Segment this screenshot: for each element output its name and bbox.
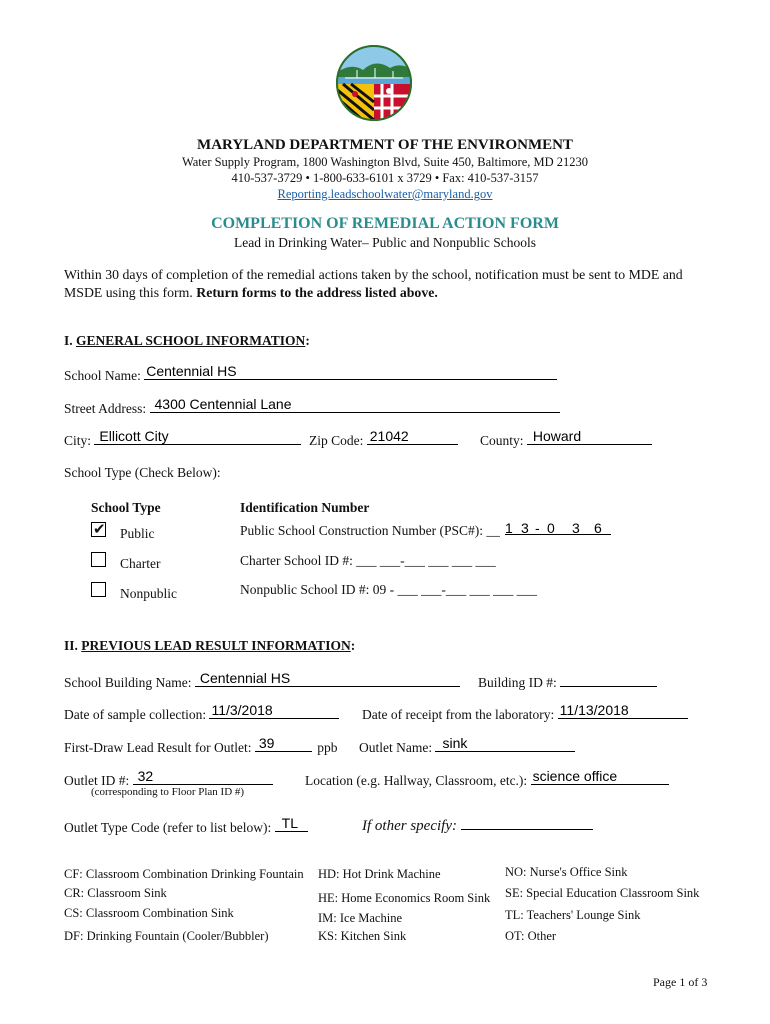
section-1-colon: : <box>305 333 310 348</box>
agency-email-link[interactable]: Reporting.leadschoolwater@maryland.gov <box>277 187 493 201</box>
outlet-id-field[interactable] <box>133 770 273 785</box>
county-label: County: <box>480 433 524 448</box>
sample-date-value: 11/3/2018 <box>211 702 273 718</box>
col-school-type: School Type <box>91 500 161 515</box>
outlet-type-field[interactable] <box>275 817 308 832</box>
location-value: science office <box>532 768 618 784</box>
code-cr: CR: Classroom Sink <box>64 886 167 900</box>
section-2-number: II. <box>64 638 82 653</box>
charter-checkbox[interactable] <box>91 552 106 567</box>
outlet-name-field[interactable] <box>435 737 575 752</box>
school-name-label: School Name: <box>64 368 141 383</box>
outlet-name-label: Outlet Name: <box>359 740 433 755</box>
intro-line-2-text: MSDE using this form. <box>64 285 197 300</box>
building-name-field[interactable] <box>195 672 460 687</box>
psc-digit-5: 6 <box>594 520 602 536</box>
outlet-id-label: Outlet ID #: <box>64 773 130 788</box>
nonpublic-checkbox[interactable] <box>91 582 106 597</box>
sample-date-row <box>64 704 339 723</box>
psc-digit-3: 0 <box>547 520 555 536</box>
street-row <box>64 398 560 417</box>
mde-seal-icon <box>335 44 413 122</box>
code-cs: CS: Classroom Combination Sink <box>64 906 234 920</box>
location-field[interactable] <box>531 770 669 785</box>
street-label: Street Address: <box>64 401 147 416</box>
street-field[interactable] <box>150 398 560 413</box>
outlet-name-row <box>359 737 575 756</box>
location-label: Location (e.g. Hallway, Classroom, etc.): <box>305 773 528 788</box>
outlet-type-label: Outlet Type Code (refer to list below): <box>64 820 272 835</box>
code-cf: CF: Classroom Combination Drinking Fountain <box>64 867 304 881</box>
city-row <box>64 430 301 449</box>
code-ot: OT: Other <box>505 929 557 943</box>
county-field[interactable] <box>527 430 652 445</box>
code-im: IM: Ice Machine <box>318 911 402 925</box>
agency-name: MARYLAND DEPARTMENT OF THE ENVIRONMENT <box>197 137 573 153</box>
zip-label: Zip Code: <box>309 433 364 448</box>
city-label: City: <box>64 433 92 448</box>
zip-value: 21042 <box>369 428 409 444</box>
psc-label: Public School Construction Number (PSC#): __ <box>240 523 500 538</box>
agency-phone: 410-537-3729 • 1-800-633-6101 x 3729 • Fax: 410-537-3157 <box>231 171 539 185</box>
intro-line-2 <box>64 285 438 301</box>
section-1-heading <box>64 333 310 349</box>
charter-id-label: Charter School ID #: ___ ___-___ ___ ___ ___ <box>240 553 496 568</box>
form-subtitle: Lead in Drinking Water– Public and Nonpublic Schools <box>234 235 536 250</box>
location-row <box>305 770 669 789</box>
col-identification: Identification Number <box>240 500 370 515</box>
outlet-id-value: 32 <box>137 768 154 784</box>
first-draw-unit: ppb <box>317 740 338 755</box>
first-draw-field[interactable] <box>255 737 312 752</box>
code-hd: HD: Hot Drink Machine <box>318 867 441 881</box>
section-1-number: I. <box>64 333 77 348</box>
first-draw-label: First-Draw Lead Result for Outlet: <box>64 740 252 755</box>
outlet-type-row <box>64 817 308 836</box>
county-row <box>480 430 652 449</box>
agency-email-row <box>0 185 770 203</box>
intro-line-1: Within 30 days of completion of the remedial actions taken by the school, notification must be sent to MDE and <box>64 267 683 282</box>
building-name-label: School Building Name: <box>64 675 192 690</box>
receipt-date-field[interactable] <box>558 704 688 719</box>
sample-date-label: Date of sample collection: <box>64 707 207 722</box>
code-se: SE: Special Education Classroom Sink <box>505 886 700 900</box>
psc-separator: - <box>535 520 540 536</box>
receipt-date-value: 11/13/2018 <box>559 702 629 718</box>
agency-address: Water Supply Program, 1800 Washington Blvd, Suite 450, Baltimore, MD 21230 <box>181 155 589 169</box>
zip-row <box>309 430 458 449</box>
section-1-title: GENERAL SCHOOL INFORMATION <box>76 333 306 348</box>
intro-line-2-bold: Return forms to the address listed above. <box>196 285 438 300</box>
nonpublic-label: Nonpublic <box>120 586 177 601</box>
code-ks: KS: Kitchen Sink <box>318 929 407 943</box>
city-field[interactable] <box>94 430 301 445</box>
receipt-date-row <box>362 704 688 723</box>
public-label: Public <box>120 526 155 541</box>
psc-digit-1: 1 <box>505 520 513 536</box>
first-draw-value: 39 <box>258 735 275 751</box>
check-mark-icon: ✔ <box>93 520 106 538</box>
school-type-label: School Type (Check Below): <box>64 465 221 480</box>
building-name-row <box>64 672 460 691</box>
zip-field[interactable] <box>367 430 458 445</box>
code-tl: TL: Teachers' Lounge Sink <box>505 908 641 922</box>
building-id-row <box>478 672 657 691</box>
other-row <box>362 815 593 835</box>
outlet-id-note: (corresponding to Floor Plan ID #) <box>91 786 245 798</box>
section-2-title: PREVIOUS LEAD RESULT INFORMATION <box>81 638 351 653</box>
sample-date-field[interactable] <box>209 704 339 719</box>
psc-row <box>240 523 500 539</box>
outlet-name-value: sink <box>442 735 468 751</box>
public-checkbox[interactable] <box>91 522 106 537</box>
charter-label: Charter <box>120 556 161 571</box>
psc-digit-2: 3 <box>521 520 529 536</box>
building-id-label: Building ID #: <box>478 675 557 690</box>
code-he: HE: Home Economics Room Sink <box>318 891 491 905</box>
city-value: Ellicott City <box>99 428 169 444</box>
receipt-date-label: Date of receipt from the laboratory: <box>362 707 555 722</box>
psc-digit-4: 3 <box>572 520 580 536</box>
school-name-value: Centennial HS <box>146 363 237 379</box>
outlet-type-value: TL <box>281 815 298 831</box>
code-no: NO: Nurse's Office Sink <box>505 865 628 879</box>
building-name-value: Centennial HS <box>199 670 291 686</box>
page-number: Page 1 of 3 <box>653 975 708 989</box>
first-draw-row <box>64 737 337 756</box>
other-field[interactable] <box>461 815 593 830</box>
school-name-field[interactable] <box>144 365 557 380</box>
form-title: COMPLETION OF REMEDIAL ACTION FORM <box>211 215 559 232</box>
code-df: DF: Drinking Fountain (Cooler/Bubbler) <box>64 929 269 943</box>
nonpublic-id-label: Nonpublic School ID #: 09 - ___ ___-___ ___ ___ ___ <box>240 582 537 597</box>
building-id-field[interactable] <box>560 672 657 687</box>
county-value: Howard <box>532 428 582 444</box>
section-2-heading <box>64 638 355 654</box>
street-value: 4300 Centennial Lane <box>154 396 292 412</box>
school-name-row <box>64 365 557 384</box>
section-2-colon: : <box>350 638 356 653</box>
other-label: If other specify: <box>362 818 457 834</box>
